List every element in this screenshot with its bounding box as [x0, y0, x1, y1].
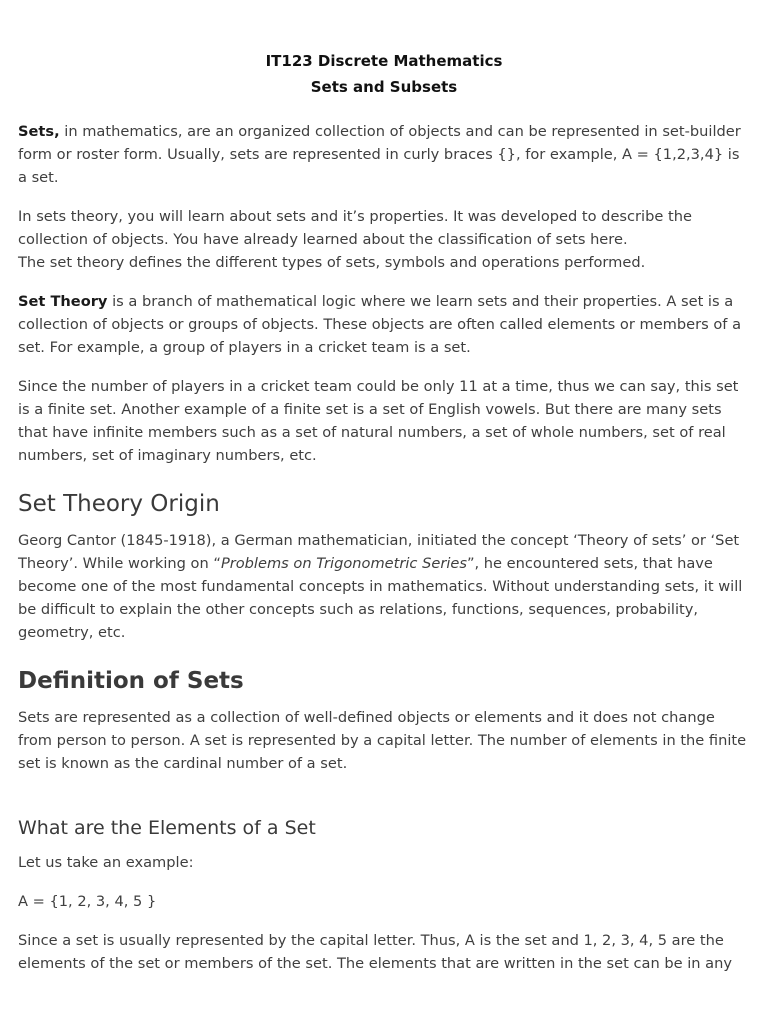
elements-example-set: A = {1, 2, 3, 4, 5 }	[18, 893, 157, 910]
intro-paragraph-finite: Since the number of players in a cricket team could be only 11 at a time, thus we can say, this set is a finite set. Another example of a finite set is a set of English vowels. But there are many sets that have infinite members such as a set of natural numbers, a set of whole numbers, set of real numbers, set of imaginary numbers, etc.	[18, 378, 739, 464]
intro-paragraph-theory-line2: The set theory defines the different types of sets, symbols and operations performed.	[18, 254, 646, 271]
intro-paragraph-sets	[18, 120, 750, 189]
sets-term: Sets,	[18, 123, 60, 140]
origin-paragraph	[18, 529, 750, 644]
elements-heading: What are the Elements of a Set	[18, 817, 316, 839]
intro-paragraph-set-theory-text: is a branch of mathematical logic where we learn sets and their properties. A set is a collection of objects or groups of objects. These objects are often called elements or members of a set. For example, a group of players in a cricket team is a set.	[18, 293, 742, 356]
definition-heading: Definition of Sets	[18, 668, 244, 694]
set-theory-term: Set Theory	[18, 293, 108, 310]
document-header	[18, 48, 750, 100]
origin-text-before: Georg Cantor (1845-1918), a German mathematician, initiated the concept ‘Theory of sets’ or ‘Set Theory’. While working on “	[18, 532, 740, 572]
origin-heading: Set Theory Origin	[18, 491, 220, 517]
intro-paragraph-theory	[18, 205, 750, 274]
intro-paragraph-sets-text: in mathematics, are an organized collection of objects and can be represented in set-builder form or roster form. Usually, sets are represented in curly braces {}, for example, A = {1,2,3,4} is a set.	[18, 123, 741, 186]
document-subtitle: Sets and Subsets	[310, 78, 458, 96]
origin-text-after: ”, he encountered sets, that have become one of the most fundamental concepts in mathematics. Without understanding sets, it will be difficult to explain the other concepts such as relations, functions, sequences, probability, geometry, etc.	[18, 555, 743, 641]
definition-paragraph: Sets are represented as a collection of well-defined objects or elements and it does not change from person to person. A set is represented by a capital letter. The number of elements in the finite set is known as the cardinal number of a set.	[18, 709, 747, 772]
intro-paragraph-theory-line1: In sets theory, you will learn about sets and it’s properties. It was developed to describe the collection of objects. You have already learned about the classification of sets here.	[18, 208, 692, 248]
document-title: IT123 Discrete Mathematics	[265, 52, 503, 70]
intro-paragraph-set-theory	[18, 290, 750, 359]
elements-explanation: Since a set is usually represented by the capital letter. Thus, A is the set and 1, 2, 3, 4, 5 are the elements of the set or members of the set. The elements that are written in the set can be in any	[18, 932, 732, 972]
elements-example-intro: Let us take an example:	[18, 854, 194, 871]
origin-book-title: Problems on Trigonometric Series	[220, 555, 467, 572]
